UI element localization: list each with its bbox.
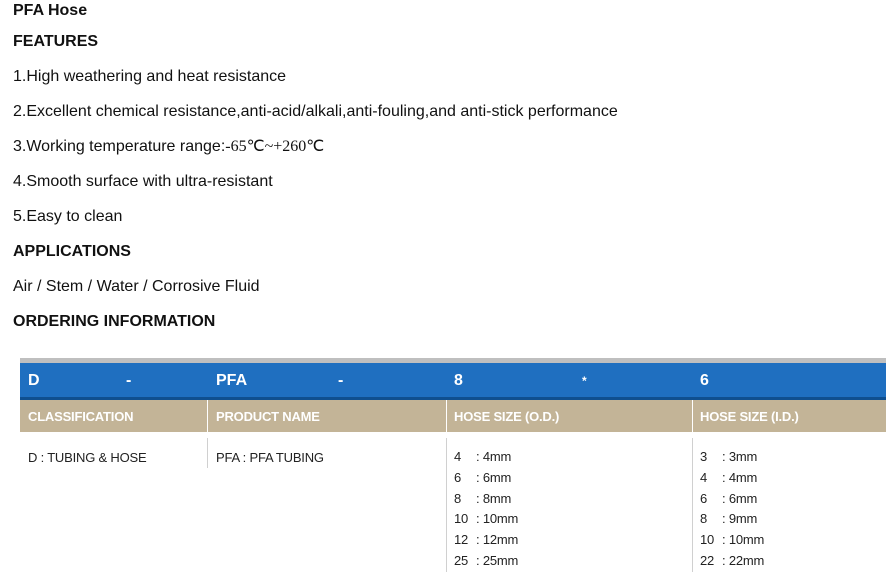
- id-size-value: : 3mm: [722, 449, 758, 464]
- od-size-number: 10: [454, 511, 469, 527]
- header-divider: [446, 400, 447, 432]
- od-size-number: 12: [454, 532, 469, 548]
- feature-item-1: 1.High weathering and heat resistance: [13, 68, 287, 85]
- id-size-number: 6: [700, 490, 708, 506]
- od-size-value: : 10mm: [476, 511, 519, 527]
- id-size-number: 4: [700, 469, 708, 485]
- column-divider: [207, 438, 208, 468]
- od-size-number: 25: [454, 552, 469, 568]
- feature-item-3: [13, 137, 324, 157]
- od-size-row: [454, 551, 518, 572]
- id-size-row: [700, 489, 764, 510]
- feature-item-4: 4.Smooth surface with ultra-resistant: [13, 173, 273, 190]
- od-size-value: : 25mm: [476, 552, 519, 568]
- od-size-value: : 6mm: [476, 469, 512, 485]
- applications-heading: APPLICATIONS: [13, 243, 131, 260]
- feature-item-2: 2.Excellent chemical resistance,anti-acid/alkali,anti-fouling,and anti-stick performance: [13, 103, 618, 120]
- od-size-number: 4: [454, 449, 462, 464]
- header-id: HOSE SIZE (I.D.): [700, 409, 799, 424]
- column-divider: [692, 438, 693, 572]
- id-size-row: [700, 447, 764, 468]
- od-size-value: : 8mm: [476, 490, 512, 506]
- header-classification: CLASSIFICATION: [28, 409, 134, 424]
- header-od: HOSE SIZE (O.D.): [454, 409, 560, 424]
- product-name-value: PFA : PFA TUBING: [216, 450, 324, 465]
- od-size-row: [454, 468, 518, 489]
- table-body: [20, 432, 886, 572]
- header-divider: [692, 400, 693, 432]
- code-bar: [20, 363, 886, 400]
- feature-item-5: 5.Easy to clean: [13, 208, 123, 225]
- od-size-number: 8: [454, 490, 462, 506]
- column-divider: [446, 438, 447, 572]
- code-multiply: *: [582, 374, 587, 388]
- id-size-row: [700, 468, 764, 489]
- id-size-number: 8: [700, 511, 708, 527]
- ordering-heading: ORDERING INFORMATION: [13, 313, 216, 330]
- od-size-row: [454, 509, 518, 530]
- od-size-list: [454, 447, 518, 572]
- od-size-value: : 12mm: [476, 532, 519, 548]
- od-size-row: [454, 530, 518, 551]
- header-bar: [20, 400, 886, 432]
- page-title: PFA Hose: [13, 2, 88, 19]
- od-size-value: : 4mm: [476, 449, 512, 464]
- id-size-list: [700, 447, 764, 572]
- code-segment-classification: D: [28, 372, 40, 389]
- code-segment-od: 8: [454, 372, 463, 389]
- header-product-name: PRODUCT NAME: [216, 409, 320, 424]
- id-size-number: 3: [700, 449, 708, 464]
- od-size-row: [454, 447, 518, 468]
- id-size-number: 10: [700, 532, 715, 548]
- id-size-value: : 9mm: [722, 511, 758, 527]
- feature-item-3-label: 3.Working temperature range:: [13, 138, 226, 155]
- od-size-row: [454, 489, 518, 510]
- id-size-row: [700, 551, 764, 572]
- id-size-value: : 10mm: [722, 532, 765, 548]
- id-size-value: : 22mm: [722, 552, 765, 568]
- header-divider: [207, 400, 208, 432]
- code-segment-id: 6: [700, 372, 709, 389]
- code-separator: -: [126, 372, 132, 389]
- applications-text: Air / Stem / Water / Corrosive Fluid: [13, 278, 260, 295]
- id-size-value: : 6mm: [722, 490, 758, 506]
- id-size-row: [700, 509, 764, 530]
- features-heading: FEATURES: [13, 33, 99, 50]
- id-size-number: 22: [700, 552, 715, 568]
- code-segment-product: PFA: [216, 372, 248, 389]
- temperature-range: -65℃~+260℃: [225, 138, 325, 155]
- id-size-value: : 4mm: [722, 469, 758, 485]
- od-size-number: 6: [454, 469, 462, 485]
- code-separator: -: [338, 372, 344, 389]
- id-size-row: [700, 530, 764, 551]
- classification-value: D : TUBING & HOSE: [28, 450, 147, 465]
- ordering-table: [20, 358, 886, 572]
